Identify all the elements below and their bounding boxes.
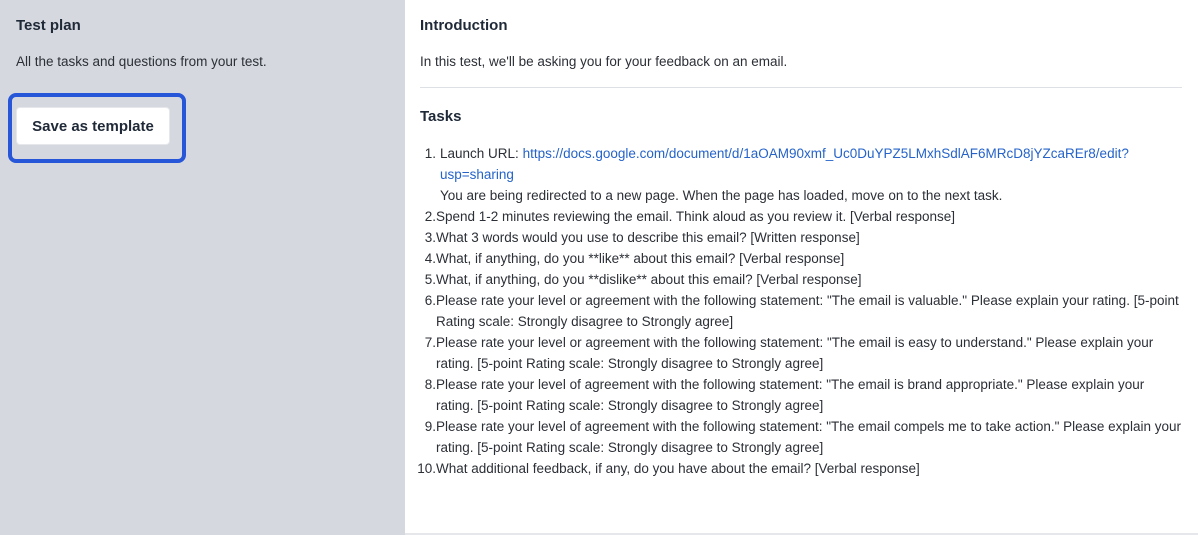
- redirect-note: You are being redirected to a new page. When the page has loaded, move on to the next task.: [440, 188, 1003, 203]
- task-text: Spend 1-2 minutes reviewing the email. Think aloud as you review it. [Verbal response]: [436, 209, 956, 224]
- task-text: Please rate your level of agreement with the following statement: "The email compels me to take action." Please explain your rating. [5-point Rating scale: Strongly disagree to Strongly agree]: [436, 419, 1181, 455]
- task-number: 9.: [424, 419, 436, 434]
- sidebar-description: All the tasks and questions from your test.: [16, 54, 267, 69]
- task-number: 7.: [424, 335, 436, 350]
- sidebar-title: Test plan: [16, 17, 81, 34]
- task-item: [420, 290, 1182, 332]
- task-item: [417, 458, 1182, 479]
- introduction-heading: Introduction: [420, 17, 508, 34]
- task-number: 2.: [424, 209, 436, 224]
- task-item: [420, 332, 1182, 374]
- save-button-focus-ring: [8, 93, 186, 163]
- task-number: 4.: [424, 251, 436, 266]
- task-number: 8.: [424, 377, 436, 392]
- task-item: [420, 227, 1182, 248]
- task-text: What, if anything, do you **like** about this email? [Verbal response]: [436, 251, 845, 266]
- task-text: What, if anything, do you **dislike** about this email? [Verbal response]: [436, 272, 862, 287]
- task-text: What additional feedback, if any, do you have about the email? [Verbal response]: [436, 461, 920, 476]
- section-divider: [420, 87, 1182, 88]
- task-text: Please rate your level of agreement with the following statement: "The email is brand appropriate." Please explain your rating. [5-point Rating scale: Strongly disagree to Strongly agree]: [436, 377, 1145, 413]
- task-text: Please rate your level or agreement with the following statement: "The email is valuable." Please explain your rating. [5-point Rating scale: Strongly disagree to Strongly agree]: [436, 293, 1179, 329]
- tasks-heading: Tasks: [420, 108, 462, 125]
- task-item: [420, 416, 1182, 458]
- task-item: [420, 248, 1182, 269]
- task-text: [436, 143, 1182, 206]
- save-as-template-button[interactable]: Save as template: [16, 107, 170, 145]
- launch-url-label: Launch URL:: [440, 146, 523, 161]
- task-number: 1.: [424, 146, 436, 161]
- test-plan-content: [405, 0, 1198, 535]
- launch-url-link[interactable]: https://docs.google.com/document/d/1aOAM90xmf_Uc0DuYPZ5LMxhSdlAF6MRcD8jYZcaREr8/edit?usp=sharing: [440, 146, 1129, 182]
- task-text: Please rate your level or agreement with the following statement: "The email is easy to understand." Please explain your rating. [5-point Rating scale: Strongly disagree to Strongly agree]: [436, 335, 1154, 371]
- task-number: 5.: [424, 272, 436, 287]
- task-number: 10.: [417, 461, 436, 476]
- task-item: [420, 206, 1182, 227]
- test-plan-sidebar: [0, 0, 405, 535]
- task-item: [420, 269, 1182, 290]
- task-list: [417, 143, 1182, 479]
- task-text: What 3 words would you use to describe this email? [Written response]: [436, 230, 860, 245]
- task-number: 3.: [424, 230, 436, 245]
- task-number: 6.: [424, 293, 436, 308]
- task-item: [420, 374, 1182, 416]
- task-item: [420, 143, 1182, 206]
- introduction-text: In this test, we'll be asking you for your feedback on an email.: [420, 54, 788, 69]
